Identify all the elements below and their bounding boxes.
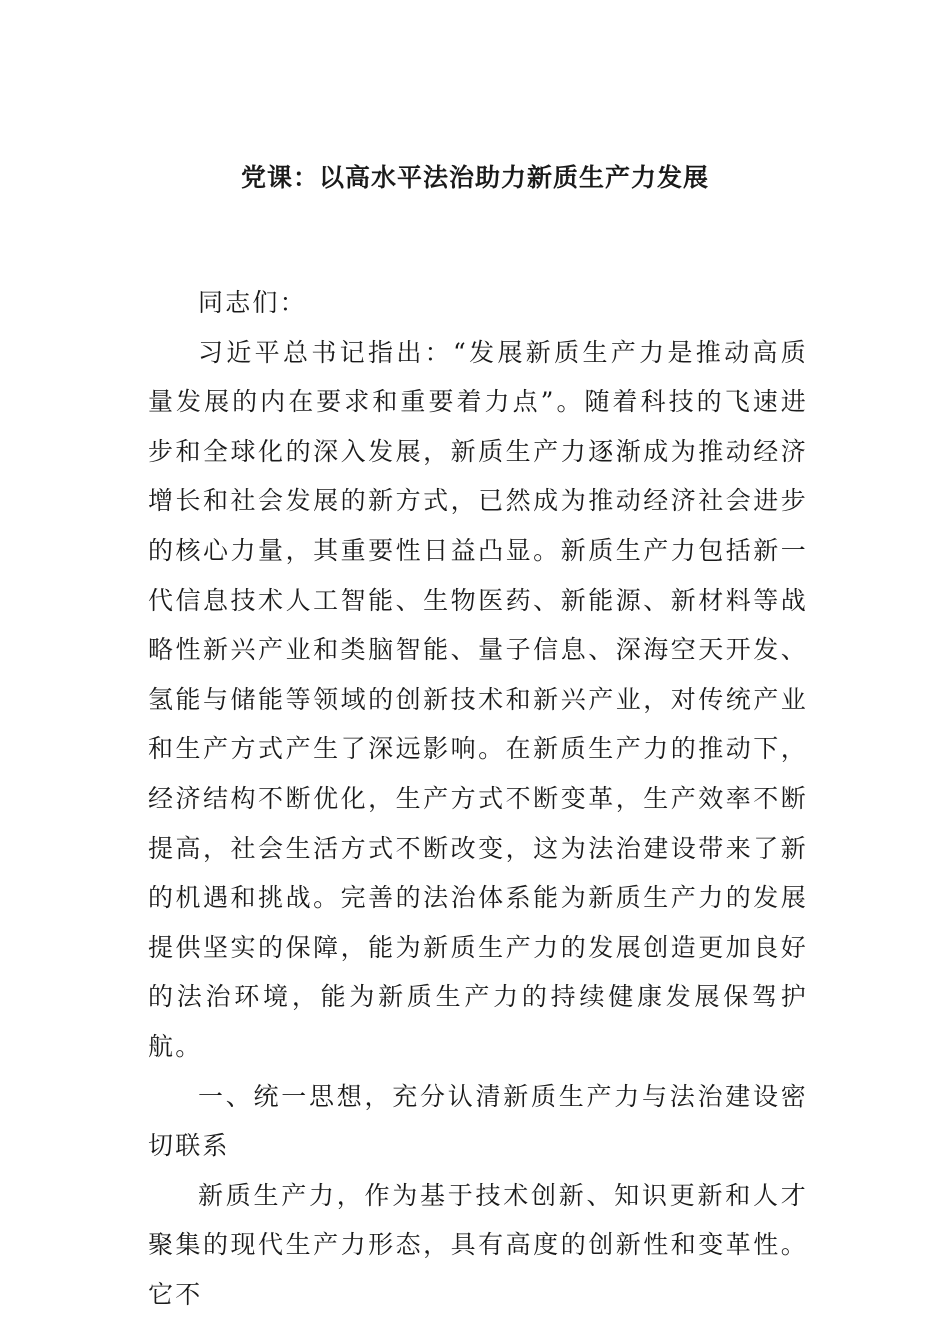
section-1-paragraph: 新质生产力，作为基于技术创新、知识更新和人才聚集的现代生产力形态，具有高度的创新性和变革性。它不 <box>148 1180 808 1309</box>
document-title: 党课：以高水平法治助力新质生产力发展 <box>240 163 709 192</box>
intro-paragraph: 习近平总书记指出：“发展新质生产力是推动高质量发展的内在要求和重要着力点”。随着科技的飞速进步和全球化的深入发展，新质生产力逐渐成为推动经济增长和社会发展的新方式，已然成为推动经济社会进步的核心力量，其重要性日益凸显。新质生产力包括新一代信息技术人工智能、生物医药、新能源、新材料等战略性新兴产业和类脑智能、量子信息、深海空天开发、氢能与储能等领域的创新技术和新兴产业，对传统产业和生产方式产生了深远影响。在新质生产力的推动下，经济结构不断优化，生产方式不断变革，生产效率不断提高，社会生活方式不断改变，这为法治建设带来了新的机遇和挑战。完善的法治体系能为新质生产力的发展提供坚实的保障，能为新质生产力的发展创造更加良好的法治环境，能为新质生产力的持续健康发展保驾护航。 <box>148 337 808 1061</box>
salutation-paragraph: 同志们： <box>198 288 307 317</box>
section-heading-1: 一、统一思想，充分认清新质生产力与法治建设密切联系 <box>148 1081 808 1161</box>
document-body <box>148 278 808 1319</box>
